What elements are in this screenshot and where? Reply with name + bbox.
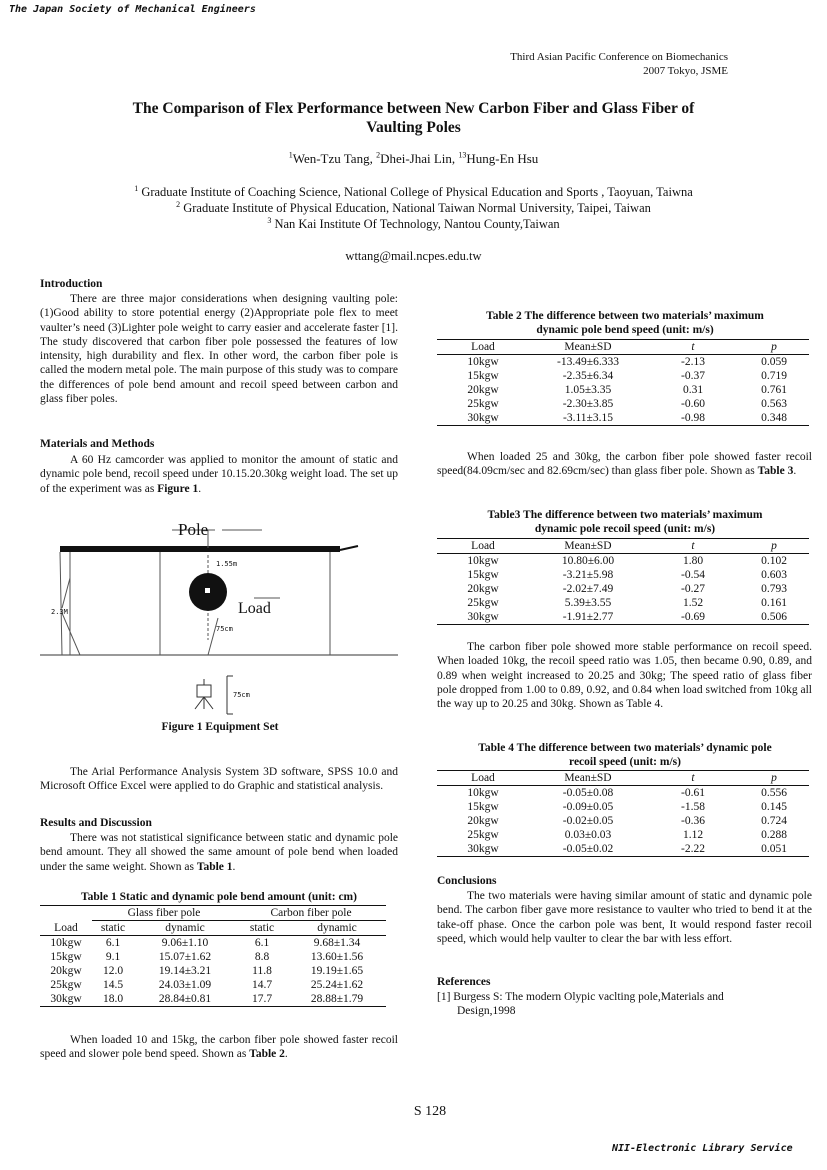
table-3 <box>437 538 809 625</box>
table-cell: -0.69 <box>647 610 739 625</box>
table-1-col-static-carbon: static <box>249 922 275 934</box>
table-cell: 15kgw <box>467 801 499 813</box>
table-row <box>437 786 809 801</box>
dim-75a-label: 75cm <box>216 625 233 633</box>
table-cell: 0.724 <box>761 815 787 827</box>
society-header: The Japan Society of Mechanical Engineers <box>9 4 256 15</box>
table-cell: -0.09±0.05 <box>562 801 614 813</box>
results-text-a: There was not statistical significance between static and dynamic pole bend amount. They all showed the same amount of pole bend when loaded under the same weight. Shown as <box>40 832 398 873</box>
table-row <box>437 411 809 426</box>
after-table-1-paragraph <box>40 1033 398 1062</box>
table-cell: 10kgw <box>467 555 499 567</box>
table-cell: -0.54 <box>681 569 705 581</box>
table-cell: 0.051 <box>739 842 809 857</box>
table-cell: 1.12 <box>682 829 704 841</box>
table-cell: 0.145 <box>761 801 787 813</box>
table-cell: 30kgw <box>437 842 529 857</box>
table-cell: -0.05±0.08 <box>562 787 614 799</box>
load-label: Load <box>238 600 271 617</box>
table-1-group-row <box>40 906 386 921</box>
table-4-col-mean: Mean±SD <box>529 771 647 786</box>
table-cell: 0.761 <box>761 384 787 396</box>
dim-75b-label: 75cm <box>233 691 250 699</box>
results-paragraph <box>40 831 398 874</box>
table-cell: -0.60 <box>681 398 705 410</box>
intro-paragraph: There are three major considerations when designing vaulting pole: (1)Good ability to store potential energy (2)Appropriate pole flex to meet vaulter’s need (3)Lighter pole weight to carry easier and accelerate faster [1]. The study discovered that carbon fiber pole possessed the features of low intensity, high durability and flex. In other word, the carbon fiber pole is called the modern metal pole. The main purpose of this study was to compare the differences of pole bend amount and recoil speed between carbon and glass fiber poles. <box>40 293 398 406</box>
table-2-header-row <box>437 340 809 355</box>
affiliation-2-text: Graduate Institute of Physical Education, National Taiwan Normal University, Taipei, Taiwan <box>180 201 651 215</box>
table-cell: -13.49±6.333 <box>557 356 619 368</box>
software-paragraph: The Arial Performance Analysis System 3D software, SPSS 10.0 and Microsoft Office Excel were applied to do Graphic and statistical analysis. <box>40 766 398 793</box>
table-cell: 0.161 <box>761 597 787 609</box>
page-number: S 128 <box>413 1104 447 1119</box>
table-row <box>437 582 809 596</box>
table-cell: 25kgw <box>50 979 82 991</box>
table-row <box>437 842 809 857</box>
table-row <box>437 596 809 610</box>
paper-title-line-1: The Comparison of Flex Performance between New Carbon Fiber and Glass Fiber of <box>132 100 695 117</box>
author-1-name: Wen-Tzu Tang, <box>292 151 377 166</box>
figure-1-equipment-diagram <box>40 518 400 743</box>
table-3-caption-line-2: dynamic pole recoil speed (unit: m/s) <box>534 523 716 535</box>
table-cell: 13.60±1.56 <box>310 951 364 963</box>
table-1 <box>40 905 386 1007</box>
table-1-group-glass: Glass fiber pole <box>92 906 236 921</box>
table-cell: 18.0 <box>92 992 134 1007</box>
table-cell: 12.0 <box>102 965 124 977</box>
table-cell: 1.05±3.35 <box>564 384 612 396</box>
table-cell: 9.68±1.34 <box>313 937 361 949</box>
table-row <box>40 950 386 964</box>
author-3-sup: 13 <box>458 150 467 160</box>
after-table-2-text-a: When loaded 25 and 30kg, the carbon fiber pole showed faster recoil speed(84.09cm/sec and 82.69cm/sec) than glass fiber pole. Shown as <box>437 451 812 478</box>
affiliation-1-sup: 1 <box>134 183 139 193</box>
table-3-col-mean: Mean±SD <box>529 539 647 554</box>
table-cell: 0.102 <box>761 555 787 567</box>
table-cell: -2.13 <box>681 356 705 368</box>
author-2-sup: 2 <box>376 150 381 160</box>
table-3-col-p: p <box>739 539 809 554</box>
table-cell: 20kgw <box>467 384 499 396</box>
table-2-caption-line-2: dynamic pole bend speed (unit: m/s) <box>536 324 714 336</box>
table-row <box>40 978 386 992</box>
table-cell: -2.02±7.49 <box>562 583 614 595</box>
table-cell: 28.88±1.79 <box>288 992 386 1007</box>
table-1-col-dynamic-glass: dynamic <box>165 922 205 934</box>
table-cell: 10kgw <box>467 787 499 799</box>
table-cell: 5.39±3.55 <box>564 597 612 609</box>
table-cell: 0.348 <box>739 411 809 426</box>
table-2-col-mean: Mean±SD <box>529 340 647 355</box>
affiliations <box>60 184 767 232</box>
table-cell: 14.5 <box>102 979 124 991</box>
dim-155-label: 1.55m <box>216 560 238 568</box>
figure-1-caption: Figure 1 Equipment Set <box>161 721 279 733</box>
table-row <box>437 397 809 411</box>
table-cell: -0.36 <box>681 815 705 827</box>
table-row <box>437 369 809 383</box>
table-4-caption <box>430 741 820 769</box>
author-list <box>60 151 767 167</box>
table-cell: 0.31 <box>682 384 704 396</box>
conclusions-paragraph: The two materials were having similar amount of static and dynamic pole bend. The carbon fiber gave more resistance to vaulter who tried to bend it at the take-off phase. Once the carbon pole was bent, It would respond faster recoil speed, which would help vaulter to clear the bar with less effort. <box>437 890 812 945</box>
table-cell: -2.30±3.85 <box>562 398 614 410</box>
table-cell: 1.52 <box>682 597 704 609</box>
table-cell: 10kgw <box>467 356 499 368</box>
table-1-header-row <box>40 921 386 936</box>
table-row <box>437 814 809 828</box>
results-heading: Results and Discussion <box>40 817 152 829</box>
table-row <box>40 936 386 951</box>
table-2-ref: Table 2 <box>249 1048 285 1061</box>
table-cell: 30kgw <box>437 411 529 426</box>
reference-1 <box>437 990 812 1019</box>
post-left <box>60 552 62 655</box>
after-table-1-text-b: . <box>284 1048 288 1061</box>
conference-place: 2007 Tokyo, JSME <box>643 65 728 77</box>
after-table-3-paragraph: The carbon fiber pole showed more stable performance on recoil speed. When loaded 10kg, the recoil speed ratio was 1.05, then became 0.90, 0.89, and 0.89 when weight increased to 20.25 and 30kg; The speed ratio of glass fiber pole dropped from 1.00 to 0.89, 0.92, and 0.84 when load switched from 10kg all the way up to 20.25 and 30kg. Shown as Table 4. <box>437 641 812 711</box>
table-row <box>437 800 809 814</box>
after-table-1-text-a: When loaded 10 and 15kg, the carbon fiber pole showed faster recoil speed and slower pole bend speed. Shown as <box>40 1034 398 1061</box>
table-1-col-load: Load <box>54 921 78 934</box>
table-4-col-t: t <box>647 771 739 786</box>
pole-label: Pole <box>178 520 209 539</box>
affiliation-1-text: Graduate Institute of Coaching Science, National College of Physical Education and Sports , Taoyuan, Taiwna <box>138 185 693 199</box>
table-cell: 0.506 <box>739 610 809 625</box>
table-cell: 1.80 <box>682 555 704 567</box>
table-3-caption-line-1: Table3 The difference between two materials’ maximum <box>487 509 763 521</box>
table-cell: -0.05±0.02 <box>529 842 647 857</box>
table-row <box>437 610 809 625</box>
table-cell: -3.11±3.15 <box>529 411 647 426</box>
table-4-col-p: p <box>739 771 809 786</box>
table-cell: -0.61 <box>681 787 705 799</box>
table-row <box>40 992 386 1007</box>
table-3-col-load: Load <box>437 539 529 554</box>
table-cell: -3.21±5.98 <box>562 569 614 581</box>
after-table-2-text-b: . <box>793 465 797 478</box>
methods-heading: Materials and Methods <box>40 438 155 450</box>
references-heading: References <box>437 976 491 988</box>
affiliation-2-sup: 2 <box>176 199 181 209</box>
affiliation-1 <box>60 184 767 200</box>
table-3-caption <box>430 508 820 536</box>
table-1-col-dynamic-carbon: dynamic <box>317 922 357 934</box>
table-row <box>437 355 809 370</box>
table-2-caption <box>430 309 820 337</box>
table-cell: 20kgw <box>467 583 499 595</box>
author-1-sup: 1 <box>288 150 293 160</box>
table-cell: 6.1 <box>254 937 270 949</box>
table-3-col-t: t <box>647 539 739 554</box>
table-1-col-static-glass: static <box>100 922 126 934</box>
table-cell: 10.80±6.00 <box>561 555 615 567</box>
table-cell: 0.059 <box>761 356 787 368</box>
reference-1-line-1: [1] Burgess S: The modern Olypic vaclting pole,Materials and <box>437 991 724 1003</box>
author-email[interactable]: wttang@mail.ncpes.edu.tw <box>345 249 482 263</box>
table-1-group-empty <box>40 906 92 921</box>
table-cell: 30kgw <box>40 992 92 1007</box>
table-2 <box>437 339 809 426</box>
methods-text-a: A 60 Hz camcorder was applied to monitor the amount of static and dynamic pole bend, recoil speed under 10.15.20.30kg weight load. The set up of the experiment was as <box>40 454 398 495</box>
affiliation-3 <box>60 216 767 232</box>
table-cell: -0.27 <box>681 583 705 595</box>
table-cell: 20kgw <box>467 815 499 827</box>
table-row <box>40 964 386 978</box>
table-cell: 24.03±1.09 <box>158 979 212 991</box>
table-cell: 15kgw <box>50 951 82 963</box>
affiliation-2 <box>60 200 767 216</box>
table-cell: 25kgw <box>467 398 499 410</box>
conference-info <box>420 50 728 78</box>
table-2-caption-line-1: Table 2 The difference between two materials’ maximum <box>486 310 764 322</box>
table-2-col-t: t <box>647 340 739 355</box>
table-cell: -1.91±2.77 <box>529 610 647 625</box>
affiliation-3-sup: 3 <box>267 215 272 225</box>
table-cell: -0.98 <box>647 411 739 426</box>
table-cell: 15kgw <box>467 370 499 382</box>
table-cell: 0.719 <box>761 370 787 382</box>
after-table-2-paragraph <box>437 450 812 479</box>
table-cell: 0.793 <box>761 583 787 595</box>
affiliation-3-text: Nan Kai Institute Of Technology, Nantou County,Taiwan <box>271 217 560 231</box>
library-footer: NII-Electronic Library Service <box>612 1143 793 1154</box>
table-cell: 30kgw <box>437 610 529 625</box>
table-row <box>437 383 809 397</box>
table-cell: 0.556 <box>761 787 787 799</box>
methods-text-b: . <box>198 482 202 495</box>
table-cell: 19.14±3.21 <box>158 965 212 977</box>
table-cell: -2.22 <box>647 842 739 857</box>
table-1-caption: Table 1 Static and dynamic pole bend amount (unit: cm) <box>81 891 357 903</box>
results-text-b: . <box>232 860 236 873</box>
table-cell: 25kgw <box>467 597 499 609</box>
table-3-ref: Table 3 <box>757 465 794 478</box>
table-cell: 0.563 <box>761 398 787 410</box>
table-cell: 25.24±1.62 <box>310 979 364 991</box>
camera-icon <box>197 685 211 697</box>
table-cell: -2.35±6.34 <box>562 370 614 382</box>
table-4-header-row <box>437 771 809 786</box>
table-4-col-load: Load <box>437 771 529 786</box>
table-cell: 0.603 <box>761 569 787 581</box>
table-2-col-p: p <box>739 340 809 355</box>
table-row <box>437 568 809 582</box>
figure-1-ref: Figure 1 <box>157 482 199 495</box>
table-cell: -0.02±0.05 <box>562 815 614 827</box>
table-4-caption-line-1: Table 4 The difference between two materials’ dynamic pole <box>478 742 772 754</box>
author-3-name: Hung-En Hsu <box>466 151 539 166</box>
table-row <box>437 828 809 842</box>
table-2-col-load: Load <box>437 340 529 355</box>
table-1-ref: Table 1 <box>196 860 233 873</box>
table-cell: 10kgw <box>50 937 82 949</box>
table-cell: -1.58 <box>681 801 705 813</box>
table-cell: 17.7 <box>236 992 288 1007</box>
intro-heading: Introduction <box>40 278 103 290</box>
table-cell: 14.7 <box>251 979 273 991</box>
dim-23-label: 2.3M <box>51 608 68 616</box>
table-row <box>437 554 809 569</box>
table-cell: 0.288 <box>761 829 787 841</box>
author-2-name: Dhei-Jhai Lin, <box>380 151 459 166</box>
table-cell: 19.19±1.65 <box>310 965 364 977</box>
table-cell: 6.1 <box>105 937 121 949</box>
conclusions-heading: Conclusions <box>437 875 497 887</box>
methods-paragraph <box>40 453 398 496</box>
reference-1-line-2: Design,1998 <box>457 1005 516 1018</box>
table-cell: 8.8 <box>254 951 270 963</box>
paper-title <box>60 99 767 137</box>
paper-title-line-2: Vaulting Poles <box>366 119 461 136</box>
table-cell: 0.03±0.03 <box>564 829 612 841</box>
table-cell: 25kgw <box>467 829 499 841</box>
table-1-group-carbon: Carbon fiber pole <box>236 906 386 921</box>
table-cell: 9.06±1.10 <box>161 937 209 949</box>
table-cell: 15kgw <box>467 569 499 581</box>
table-4 <box>437 770 809 857</box>
table-cell: 20kgw <box>50 965 82 977</box>
table-4-caption-line-2: recoil speed (unit: m/s) <box>569 756 681 768</box>
table-cell: 11.8 <box>252 965 272 977</box>
table-cell: 28.84±0.81 <box>134 992 236 1007</box>
table-cell: 15.07±1.62 <box>158 951 212 963</box>
table-cell: -0.37 <box>681 370 705 382</box>
conference-name: Third Asian Pacific Conference on Biomechanics <box>510 51 728 63</box>
table-cell: 9.1 <box>105 951 121 963</box>
table-3-header-row <box>437 539 809 554</box>
